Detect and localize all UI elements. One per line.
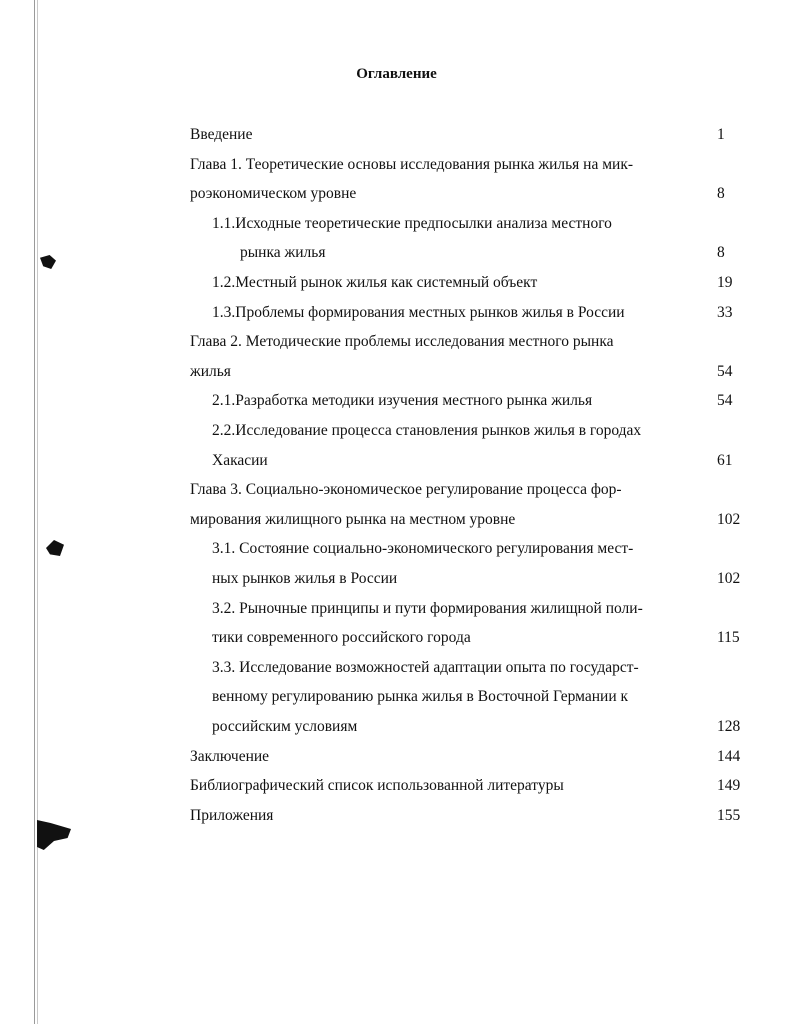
- scan-edge-line: [37, 0, 38, 1024]
- toc-page-number: 115: [717, 629, 740, 647]
- toc-entry-text: роэкономическом уровне: [190, 185, 357, 203]
- toc-entry-text: Введение: [190, 126, 253, 143]
- toc-entry-text: Глава 2. Методические проблемы исследования местного рынка: [190, 333, 614, 351]
- toc-page-number: 102: [717, 570, 741, 587]
- toc-page-number: 33: [717, 303, 733, 321]
- toc-page-number: 1: [717, 126, 725, 143]
- toc-entry-text: ных рынков жилья в России: [212, 570, 398, 587]
- toc-entry-text: Приложения: [190, 806, 274, 824]
- scan-blot: [40, 255, 56, 269]
- toc-entry-text: Глава 1. Теоретические основы исследования рынка жилья на мик-: [190, 155, 634, 173]
- toc-entry-text: 3.3. Исследование возможностей адаптации опыта по государст-: [212, 658, 639, 676]
- toc-entry-text: жилья: [190, 362, 231, 380]
- toc-entry-text: мирования жилищного рынка на местном уровне: [190, 510, 516, 528]
- toc-entry-text: Библиографический список использованной литературы: [190, 777, 564, 795]
- scan-blot: [44, 540, 64, 556]
- toc-entry-text: венному регулированию рынка жилья в Восточной Германии к: [212, 688, 629, 706]
- toc-entry-text: Хакасии: [212, 451, 268, 469]
- toc-entry-text: 3.1. Состояние социально-экономического регулирования мест-: [212, 540, 634, 558]
- toc-page-number: 128: [717, 718, 741, 735]
- toc-entry-text: российским условиям: [212, 718, 358, 735]
- toc-page-number: 155: [717, 806, 741, 824]
- toc-entry-text: Глава 3. Социально-экономическое регулирование процесса фор-: [190, 481, 622, 499]
- toc-page-number: 54: [717, 392, 733, 410]
- toc-title: Оглавление: [356, 66, 437, 82]
- toc-entry-text: тики современного российского города: [212, 629, 471, 647]
- toc-entry-text: Заключение: [190, 747, 270, 765]
- toc-entry-text: рынка жилья: [240, 244, 326, 262]
- toc-page-number: 144: [717, 747, 741, 765]
- toc-page-number: 19: [717, 274, 733, 291]
- toc-page-number: 61: [717, 451, 733, 469]
- toc-page-number: 102: [717, 510, 741, 528]
- toc-entry-text: 1.1.Исходные теоретические предпосылки анализа местного: [212, 214, 612, 232]
- toc-entry-text: 3.2. Рыночные принципы и пути формирования жилищной поли-: [212, 599, 643, 617]
- toc-entry-text: 1.3.Проблемы формирования местных рынков жилья в России: [212, 303, 625, 321]
- toc-entry-text: 1.2.Местный рынок жилья как системный объект: [212, 274, 538, 291]
- toc-page-number: 8: [717, 185, 725, 203]
- toc-page-number: 149: [717, 777, 741, 795]
- scan-blot: [37, 820, 71, 850]
- scan-edge-line: [34, 0, 35, 1024]
- toc-page-number: 54: [717, 362, 733, 380]
- toc-page-number: 8: [717, 244, 725, 262]
- toc-entry-text: 2.1.Разработка методики изучения местного рынка жилья: [212, 392, 593, 410]
- toc-entry-text: 2.2.Исследование процесса становления рынков жилья в городах: [212, 422, 642, 439]
